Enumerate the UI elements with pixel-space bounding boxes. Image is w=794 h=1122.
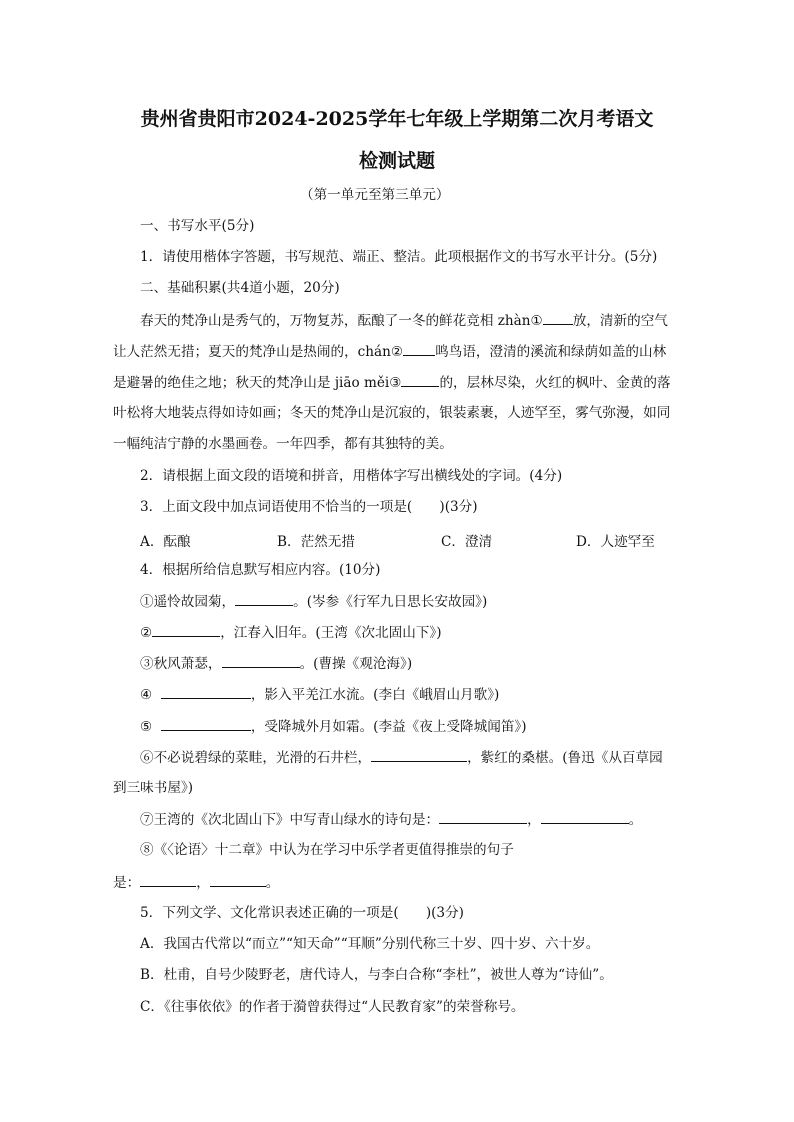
q3-option-d[interactable]: D．人迹罕至 [576,534,655,550]
q4-item-8-cont [113,872,279,893]
doc-subtitle: （第一单元至第三单元） [300,187,450,203]
item-text: ⑦王湾的《次北固山下》中写青山绿水的诗句是： [140,812,440,828]
question-4: 4．根据所给信息默写相应内容。(10分) [140,562,381,578]
item-text: 。 [265,875,280,891]
item-text: ⑤ [140,719,153,735]
q4-item-8: ⑧《〈论语〉十二章》中认为在学习中乐学者更值得推崇的句子 [140,842,514,858]
q4-item-4 [140,684,499,705]
item-text: ，影入平羌江水流。(李白《峨眉山月歌》) [250,687,500,703]
item-text: ④ [140,687,153,703]
answer-blank[interactable] [222,653,300,668]
passage-text: 春天的梵净山是秀气的，万物复苏，酝酿了一冬的鲜花竞相 zhàn① [140,313,543,329]
q5-option-b[interactable]: B．杜甫，自号少陵野老，唐代诗人，与李白合称“李杜”，被世人尊为“诗仙”。 [140,967,613,983]
item-text: ，江春入旧年。(王湾《次北固山下》) [220,625,442,641]
item-text: 。 [628,812,643,828]
answer-blank[interactable] [210,872,266,887]
q3-option-a[interactable]: A．酝酿 [140,534,191,550]
answer-blank[interactable] [541,809,629,824]
item-text: 是： [113,875,141,891]
doc-title-line1: 贵州省贵阳市2024-2025学年七年级上学期第二次月考语文 [140,108,654,130]
answer-blank[interactable] [152,622,220,637]
answer-blank[interactable] [140,872,196,887]
passage-text: 的，层林尽染，火红的枫叶、金黄的落 [439,375,671,391]
question-1: 1．请使用楷体字答题，书写规范、端正、整洁。此项根据作文的书写水平计分。(5分) [140,249,658,265]
section-1-heading: 一、书写水平(5分) [140,218,255,234]
section-2-heading: 二、基础积累(共4道小题，20分) [140,280,340,296]
question-2: 2．请根据上面文段的语境和拼音，用楷体字写出横线处的字词。(4分) [140,468,563,484]
q4-item-3 [140,653,412,674]
item-text: ，受降城外月如霜。(李益《夜上受降城闻笛》) [250,719,527,735]
answer-blank-2[interactable] [403,341,435,356]
passage-text: 是避暑的绝佳之地；秋天的梵净山是 jiāo měi③ [113,375,402,391]
q4-item-5 [140,716,527,737]
question-3: 3．上面文段中加点词语使用不恰当的一项是( )(3分) [140,499,478,515]
q3-option-b[interactable]: B．茫然无措 [277,534,355,550]
q3-option-c[interactable]: C．澄清 [441,534,493,550]
q4-item-6-cont: 到三味书屋》) [113,780,194,796]
answer-blank[interactable] [371,747,467,762]
question-5: 5．下列文学、文化常识表述正确的一项是( )(3分) [140,905,464,921]
passage-line-3 [113,372,671,393]
item-text: 。(曹操《观沧海》) [299,656,413,672]
doc-title-line2: 检测试题 [358,150,435,172]
passage-text: 让人茫然无措；夏天的梵净山是热闹的，chán② [113,344,404,360]
answer-blank-3[interactable] [401,372,439,387]
passage-line-2 [113,341,666,362]
item-text: ， [196,875,210,891]
item-text: ⑥不必说碧绿的菜畦，光滑的石井栏， [140,750,372,766]
item-text: ② [140,625,153,641]
item-text: ，紫红的桑椹。(鲁迅《从百草园 [467,750,663,766]
answer-blank[interactable] [161,684,251,699]
answer-blank[interactable] [235,591,293,606]
answer-blank-1[interactable] [543,310,573,325]
passage-text: 鸣鸟语，澄清的溪流和绿荫如盖的山林 [435,344,667,360]
item-text: ①遥怜故园菊， [140,594,236,610]
item-text: 。(岑参《行军九日思长安故园》) [293,594,488,610]
q4-item-2 [140,622,442,643]
q4-item-7 [140,809,642,830]
q4-item-1 [140,591,487,612]
passage-line-1 [140,310,668,331]
item-text: ③秋风萧瑟， [140,656,222,672]
answer-blank[interactable] [161,716,251,731]
passage-line-4: 叶松将大地装点得如诗如画；冬天的梵净山是沉寂的，银装素裹，人迹罕至，雾气弥漫，如同 [113,405,671,421]
item-text: ， [527,812,541,828]
q5-option-a[interactable]: A．我国古代常以“而立”“知天命”“耳顺”分别代称三十岁、四十岁、六十岁。 [140,936,600,952]
passage-line-5: 一幅纯洁宁静的水墨画卷。一年四季，都有其独特的美。 [113,436,453,452]
passage-text: 放，清新的空气 [572,313,668,329]
q4-item-6 [140,747,663,768]
q5-option-c[interactable]: C．《往事依依》的作者于漪曾获得过“人民教育家”的荣誉称号。 [140,999,525,1015]
answer-blank[interactable] [439,809,527,824]
